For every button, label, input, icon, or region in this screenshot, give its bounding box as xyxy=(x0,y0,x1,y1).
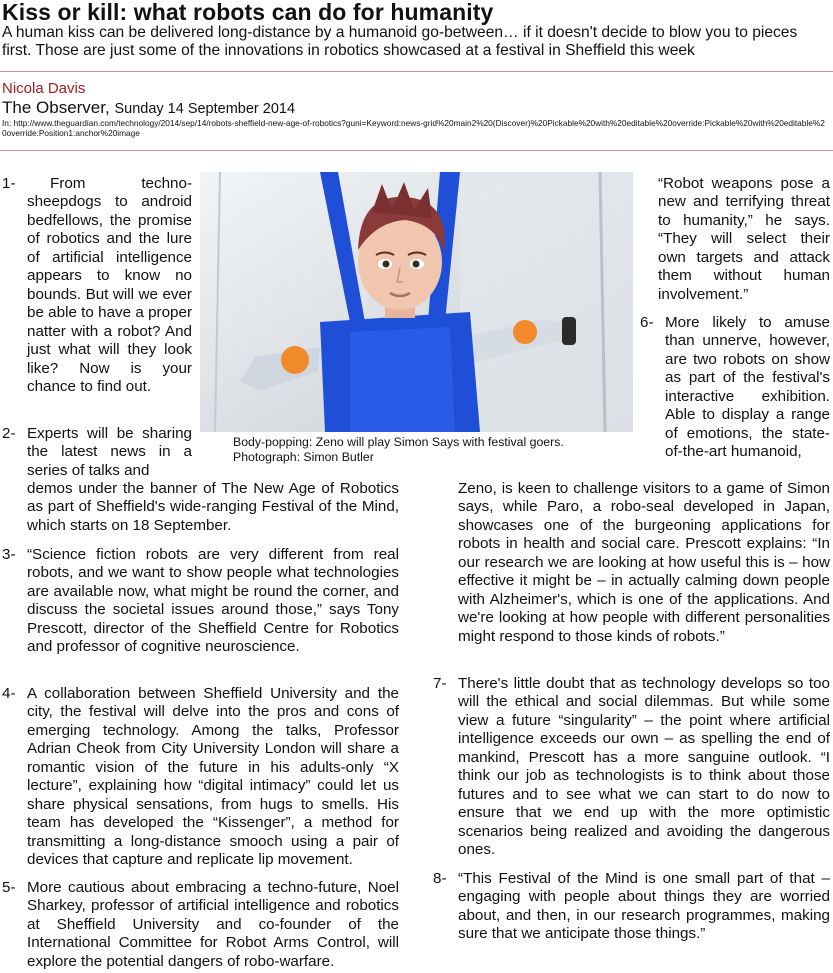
divider xyxy=(0,71,833,72)
paragraph-2: Experts will be sharing the latest news in a series of talks and xyxy=(27,425,192,479)
divider xyxy=(0,150,833,151)
author-name[interactable]: Nicola Davis xyxy=(2,80,86,97)
paragraph-number: 1- xyxy=(2,175,16,192)
article-subtitle: A human kiss can be delivered long-distance by a humanoid go-between… if it doesn't decide to blow you to pieces first. Those are just some of the innovations in robotics showcased at a festival in Sheffield this week xyxy=(2,24,798,59)
source-url[interactable]: In: http://www.theguardian.com/technology/2014/sep/14/robots-sheffield-new-age-of-robotics?guni=Keyword:news-grid%20main2%20(Discover)%20Pickable%20with%20editable%20override:Pickable%20with%20editable%20override:Position1:anchor%20image xyxy=(2,118,825,138)
publication-date: Sunday 14 September 2014 xyxy=(114,101,296,117)
caption-text: Body-popping: Zeno will play Simon Says with festival goers. xyxy=(233,435,564,449)
paragraph-number: 6- xyxy=(640,314,654,331)
publication-name: The Observer, xyxy=(2,98,110,117)
paragraph-4: A collaboration between Sheffield University and the city, the festival will delve into the pros and cons of emerging technology. Among the talks, Professor Adrian Cheok from City University London will share a romantic vision of the future in his adults-only “X lecture”, explaining how “digital intimacy” could let us share physical sensations, from hugs to smells. His team has developed the “Kissenger”, a method for transmitting a long-distance smooch using a pair of devices that capture and replicate lip movement. xyxy=(27,685,399,869)
caption-credit: Photograph: Simon Butler xyxy=(233,450,374,464)
paragraph-6: More likely to amuse than unnerve, however, are two robots on show as part of the festival's interactive exhibition. Able to display a range of emotions, the state-of-the-art humanoid, xyxy=(665,314,830,461)
article-title: Kiss or kill: what robots can do for humanity xyxy=(2,0,494,25)
paragraph-2-continued: demos under the banner of The New Age of Robotics as part of Sheffield's wide-ranging Festival of the Mind, which starts on 18 September. xyxy=(27,480,399,534)
paragraph-6-continued: Zeno, is keen to challenge visitors to a game of Simon says, while Paro, a robo-seal developed in Japan, showcases one of the burgeoning applications for robots in health and social care. Prescott explains: “In our research we are looking at how useful this is – how effective it might be – in actually calming down people with Alzheimer's, which is one of the applications. And we're looking at how people with different personalities might respond to those kinds of robots.” xyxy=(458,480,830,645)
paragraph-7: There's little doubt that as technology develops so too will the ethical and social dilemmas. But while some view a future “singularity” – the point where artificial intelligence exceeds our own – as spelling the end of mankind, Prescott has a more sanguine outlook. “I think our job as technologists is to think about those futures and to see what we can start to do now to ensure that we end up with the more optimistic scenarios being realized and avoiding the dangerous ones. xyxy=(458,675,830,859)
paragraph-number: 7- xyxy=(433,675,447,692)
paragraph-number: 3- xyxy=(2,546,16,563)
paragraph-3: “Science fiction robots are very different from real robots, and we want to show people what technologies are available now, what might be round the corner, and discuss the societal issues around those,” says Tony Prescott, director of the Sheffield Centre for Robotics and professor of cognitive neuroscience. xyxy=(27,546,399,656)
paragraph-5: More cautious about embracing a techno-future, Noel Sharkey, professor of artificial intelligence and robotics at Sheffield University and co-founder of the International Committee for Robot Arms Control, will explore the potential dangers of robo-warfare. xyxy=(27,879,399,970)
robot-photo xyxy=(200,172,633,432)
zeno-robot-illustration xyxy=(200,172,633,432)
paragraph-1: From techno-sheepdogs to android bedfellows, the promise of robotics and the lure of artificial intelligence appears to know no bounds. But will we ever be able to have a proper natter with a robot? And just what will they look like? Now is your chance to find out. xyxy=(27,175,192,395)
paragraph-8: “This Festival of the Mind is one small part of that – engaging with people about things they are worried about, and then, in our research programmes, making sure that we anticipate those things.” xyxy=(458,870,830,943)
publication-line xyxy=(2,98,295,118)
paragraph-number: 8- xyxy=(433,870,447,887)
paragraph-5-continued: “Robot weapons pose a new and terrifying threat to humanity,” he says. “They will select their own targets and attack them without human involvement.” xyxy=(658,175,830,303)
paragraph-number: 4- xyxy=(2,685,16,702)
paragraph-number: 2- xyxy=(2,425,16,442)
photo-caption xyxy=(233,435,613,465)
paragraph-number: 5- xyxy=(2,879,16,896)
